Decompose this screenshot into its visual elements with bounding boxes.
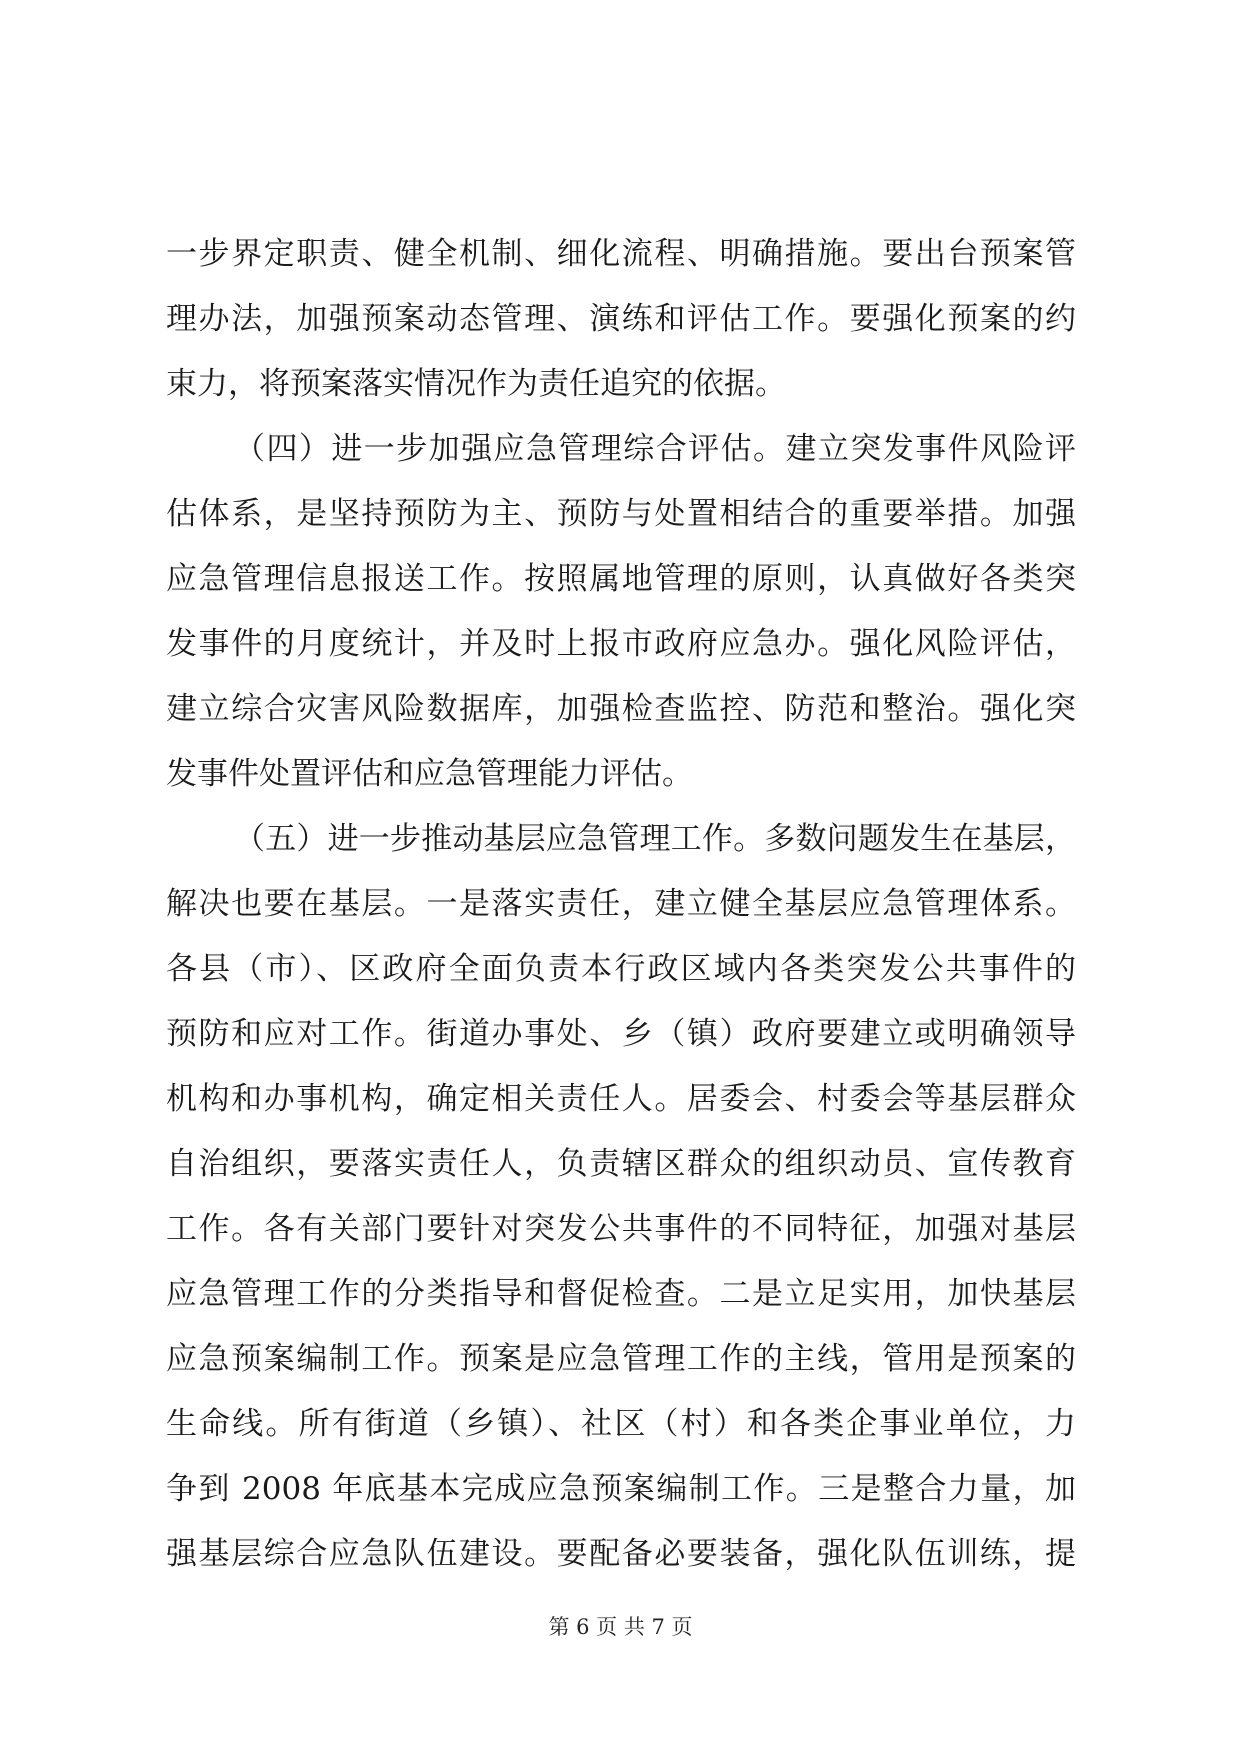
text-line: 发事件处置评估和应急管理能力评估。	[166, 756, 693, 792]
page-number-footer: 第 6 页 共 7 页	[548, 1615, 693, 1639]
text-line: 束力，将预案落实情况作为责任追究的依据。	[166, 366, 786, 402]
text-line: 工作。各有关部门要针对突发公共事件的不同特征，加强对基层	[166, 1211, 1076, 1247]
text-line: 建立综合灾害风险数据库，加强检查监控、防范和整治。强化突	[166, 691, 1076, 727]
text-line: 机构和办事机构，确定相关责任人。居委会、村委会等基层群众	[166, 1081, 1076, 1117]
text-line: 估体系，是坚持预防为主、预防与处置相结合的重要举措。加强	[166, 496, 1076, 532]
text-line: 争到 2008 年底基本完成应急预案编制工作。三是整合力量，加	[166, 1471, 1076, 1507]
text-line: 自治组织，要落实责任人，负责辖区群众的组织动员、宣传教育	[166, 1146, 1076, 1182]
text-line: 理办法，加强预案动态管理、演练和评估工作。要强化预案的约	[166, 301, 1076, 337]
paragraph-heading-five: （五）进一步推动基层应急管理工作。多数问题发生在基层，	[234, 821, 1076, 857]
text-line: 强基层综合应急队伍建设。要配备必要装备，强化队伍训练，提	[166, 1536, 1076, 1572]
text-line: 应急管理工作的分类指导和督促检查。二是立足实用，加快基层	[166, 1276, 1076, 1312]
text-line: 应急预案编制工作。预案是应急管理工作的主线，管用是预案的	[166, 1341, 1076, 1377]
text-line: 各县（市）、区政府全面负责本行政区域内各类突发公共事件的	[166, 951, 1076, 987]
text-line: 预防和应对工作。街道办事处、乡（镇）政府要建立或明确领导	[166, 1016, 1076, 1052]
paragraph-heading-four: （四）进一步加强应急管理综合评估。建立突发事件风险评	[234, 431, 1076, 467]
text-line: 发事件的月度统计，并及时上报市政府应急办。强化风险评估，	[166, 626, 1076, 662]
text-line: 生命线。所有街道（乡镇）、社区（村）和各类企事业单位，力	[166, 1406, 1076, 1442]
text-line: 解决也要在基层。一是落实责任，建立健全基层应急管理体系。	[166, 886, 1076, 922]
text-line: 应急管理信息报送工作。按照属地管理的原则，认真做好各类突	[166, 561, 1076, 597]
text-line: 一步界定职责、健全机制、细化流程、明确措施。要出台预案管	[166, 236, 1076, 272]
